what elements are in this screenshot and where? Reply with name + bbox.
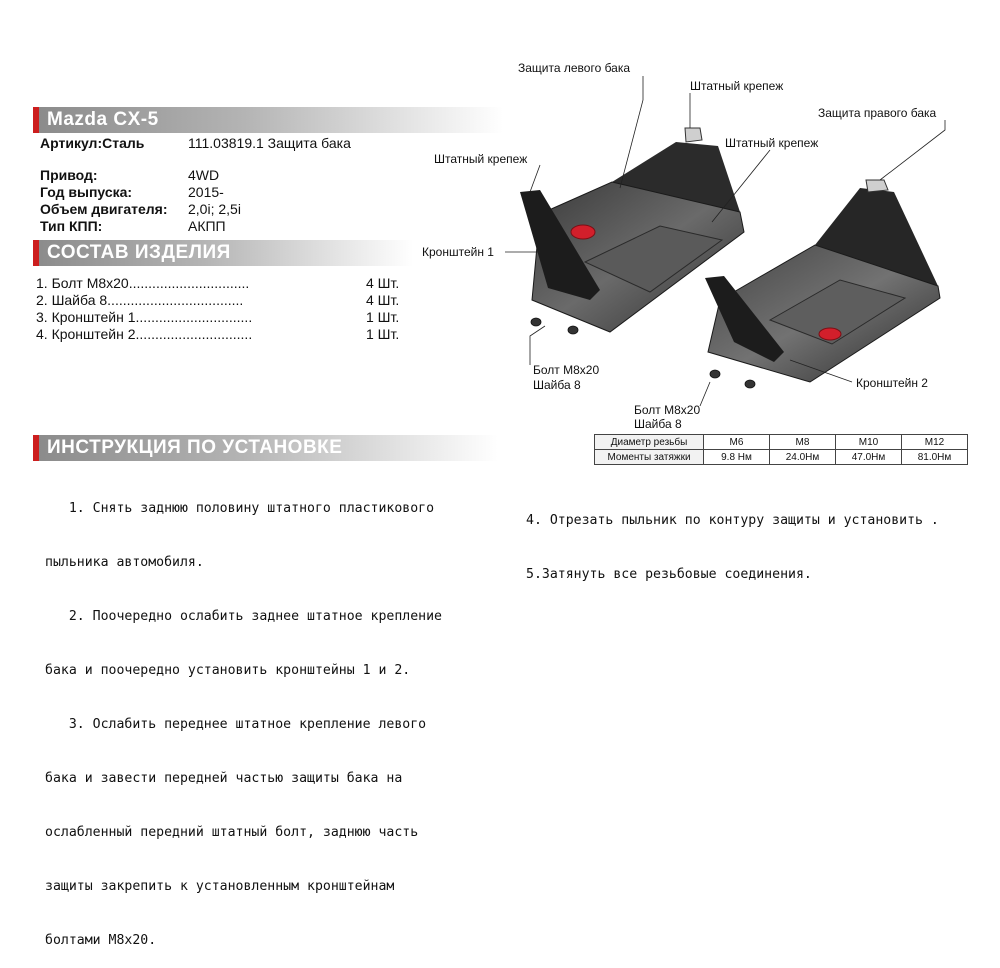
torque-value-m12: 81.0Нм bbox=[902, 450, 968, 465]
spec-label-engine: Объем двигателя: bbox=[40, 201, 168, 217]
callout-washer-1: Шайба 8 bbox=[533, 378, 581, 392]
instruction-line: бака и поочередно установить кронштейны 1 и 2. bbox=[45, 663, 411, 678]
part-qty-2: 4 Шт. bbox=[366, 292, 400, 308]
part-qty-4: 1 Шт. bbox=[366, 326, 400, 342]
bolt-icon bbox=[745, 380, 755, 388]
leader-bolt-1 bbox=[530, 326, 545, 365]
part-qty-3: 1 Шт. bbox=[366, 309, 400, 325]
part-item-4: 4. Кронштейн 2.............................. bbox=[36, 326, 253, 342]
page-title: Mazda CX-5 bbox=[47, 109, 159, 130]
torque-value-m8: 24.0Нм bbox=[770, 450, 836, 465]
callout-stock-mount-3: Штатный крепеж bbox=[434, 152, 528, 166]
part-item-2: 2. Шайба 8................................... bbox=[36, 292, 244, 308]
torque-thread-m8: М8 bbox=[770, 435, 836, 450]
instruction-line: бака и завести передней частью защиты бака на bbox=[45, 771, 403, 786]
spec-label-drive: Привод: bbox=[40, 167, 98, 183]
instruction-line: болтами М8х20. bbox=[45, 933, 157, 948]
spec-label-year: Год выпуска: bbox=[40, 184, 133, 200]
leader-bolt-2 bbox=[700, 382, 710, 406]
callout-right-tank: Защита правого бака bbox=[818, 106, 937, 120]
instructions-heading: ИНСТРУКЦИЯ ПО УСТАНОВКЕ bbox=[47, 437, 343, 458]
spec-value-drive: 4WD bbox=[188, 167, 220, 183]
instruction-line: 4. Отрезать пыльник по контуру защиты и установить . bbox=[526, 513, 939, 528]
instruction-line: 3. Ослабить переднее штатное крепление левого bbox=[45, 717, 427, 732]
torque-row-label-thread: Диаметр резьбы bbox=[595, 435, 704, 450]
left-mount-tab bbox=[685, 128, 702, 142]
torque-row-label-moment: Моменты затяжки bbox=[595, 450, 704, 465]
callout-bolt-2: Болт М8х20 bbox=[634, 403, 701, 417]
callout-left-tank: Защита левого бака bbox=[518, 61, 631, 75]
part-item-3: 3. Кронштейн 1.............................. bbox=[36, 309, 253, 325]
bolt-icon bbox=[710, 370, 720, 378]
torque-value-m6: 9.8 Нм bbox=[704, 450, 770, 465]
leader-right-tank bbox=[880, 120, 945, 180]
left-tank-guard bbox=[520, 128, 744, 332]
instruction-line: 5.Затянуть все резьбовые соединения. bbox=[526, 567, 812, 582]
article-label: Артикул:Сталь bbox=[40, 135, 145, 151]
composition-heading: СОСТАВ ИЗДЕЛИЯ bbox=[47, 242, 231, 263]
callout-stock-mount-1: Штатный крепеж bbox=[690, 79, 784, 93]
spec-value-year: 2015- bbox=[188, 184, 224, 200]
part-qty-1: 4 Шт. bbox=[366, 275, 400, 291]
bolts-right bbox=[710, 370, 755, 388]
part-item-1: 1. Болт М8х20............................... bbox=[36, 275, 250, 291]
torque-thread-m12: М12 bbox=[902, 435, 968, 450]
callout-washer-2: Шайба 8 bbox=[634, 417, 682, 431]
instruction-line: 1. Снять заднюю половину штатного пластикового bbox=[45, 501, 435, 516]
callout-bolt-1: Болт М8х20 bbox=[533, 363, 600, 377]
left-guard-red-cap bbox=[571, 225, 595, 239]
spec-label-gearbox: Тип КПП: bbox=[40, 218, 103, 234]
leader-stock-mount-3 bbox=[530, 165, 540, 192]
spec-value-engine: 2,0i; 2,5i bbox=[188, 201, 241, 217]
right-tank-guard bbox=[705, 180, 940, 382]
right-mount-tab bbox=[866, 180, 888, 192]
instruction-line: защиты закрепить к установленным кронштейнам bbox=[45, 879, 395, 894]
spec-value-gearbox: АКПП bbox=[188, 218, 226, 234]
article-value: 111.03819.1 Защита бака bbox=[188, 135, 351, 151]
bolts-left bbox=[531, 318, 578, 334]
callout-stock-mount-2: Штатный крепеж bbox=[725, 136, 819, 150]
instruction-line: 2. Поочередно ослабить заднее штатное крепление bbox=[45, 609, 442, 624]
torque-thread-m6: М6 bbox=[704, 435, 770, 450]
instruction-line: ослабленный передний штатный болт, заднюю часть bbox=[45, 825, 419, 840]
torque-thread-m10: М10 bbox=[836, 435, 902, 450]
torque-value-m10: 47.0Нм bbox=[836, 450, 902, 465]
callout-bracket-2: Кронштейн 2 bbox=[856, 376, 928, 390]
bolt-icon bbox=[531, 318, 541, 326]
bolt-icon bbox=[568, 326, 578, 334]
instruction-line: пыльника автомобиля. bbox=[45, 555, 204, 570]
right-guard-red-cap bbox=[819, 328, 841, 340]
callout-bracket-1: Кронштейн 1 bbox=[422, 245, 494, 259]
